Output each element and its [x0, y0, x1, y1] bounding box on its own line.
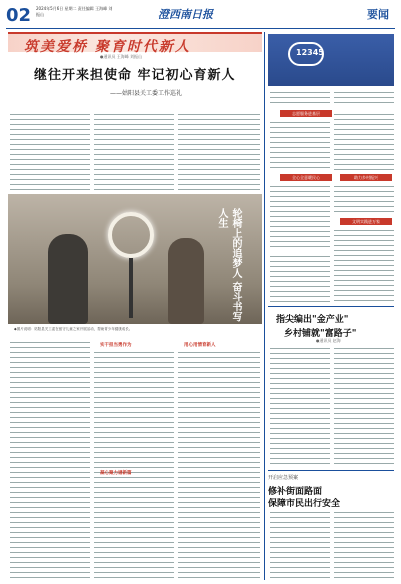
right-text-l	[334, 510, 394, 578]
subsection-heading-2: 用心用情育新人	[184, 343, 216, 348]
right-headline-2: 乡村铺就"富路子"	[284, 329, 357, 339]
right-text-a	[270, 90, 330, 106]
hotline-number: 12345	[296, 48, 324, 57]
date-info: 2024年5月6日 星期二 责任编辑 王海峰 刘振山	[36, 6, 113, 17]
right-box-heading-3: 助力乡村振兴	[340, 174, 392, 181]
right-box-heading-4: 文明实践进万家	[340, 218, 392, 225]
right-text-b	[334, 90, 394, 106]
right-text-c	[270, 120, 330, 170]
right-text-d	[334, 112, 394, 170]
right-text-j	[334, 346, 394, 468]
article-text-col1	[10, 112, 90, 190]
article-text-col6	[178, 350, 260, 578]
subsection-heading-1: 实干担当勇作为	[100, 343, 132, 348]
right-text-g	[334, 228, 394, 304]
section-title: 要闻	[367, 8, 389, 21]
article-byline: ●通讯员 王海峰 刘振山	[100, 54, 143, 59]
photo-person-left	[48, 234, 88, 324]
photo-title: 轮椅上的追梦人 奋斗书写人生	[216, 208, 241, 322]
right-box-heading-2: 全心全意暖民心	[280, 174, 332, 181]
hotline-image	[268, 34, 394, 86]
right-box-heading-1: 志愿服务进基层	[280, 110, 332, 117]
right-headline-1: 指尖编出"金产业"	[276, 315, 349, 325]
header-rule	[6, 28, 395, 29]
article-subhead: ——姑阳县关工委工作巡礼	[110, 90, 183, 97]
right-text-h	[270, 254, 330, 304]
subsection-heading-3: 凝心聚力谱新篇	[100, 471, 132, 476]
article-text-col5	[94, 350, 174, 578]
ring-light	[108, 212, 154, 258]
bottom-tag: 开启应急预案	[268, 475, 299, 481]
bottom-headline-1: 修补街面路面	[268, 487, 323, 497]
banner-text: 筑美爱桥 聚育时代新人	[24, 39, 191, 55]
right-rule-2	[268, 470, 394, 471]
right-text-e	[270, 184, 330, 250]
page-header	[0, 0, 401, 32]
right-rule-1	[268, 306, 394, 307]
masthead: 澄西南日报	[158, 8, 213, 21]
photo-person-right	[168, 238, 204, 324]
article-text-col4	[10, 340, 90, 578]
article-text-col3	[178, 112, 260, 190]
article-text-col2	[94, 112, 174, 190]
light-stand	[129, 258, 133, 318]
article-photo	[8, 194, 262, 324]
article-headline: 继往开来担使命 牢记初心育新人	[34, 68, 236, 83]
right-text-i	[270, 346, 330, 468]
page-number: 02	[6, 5, 32, 26]
column-divider	[264, 32, 265, 580]
bottom-headline-2: 保障市民出行安全	[268, 499, 341, 509]
right-byline: ●通讯员 赵海	[316, 338, 341, 343]
right-text-k	[270, 510, 330, 578]
article-banner	[8, 32, 262, 55]
photo-caption: ◆图片说明：姑阳县关工委在留守儿童之家开展活动，帮助青少年健康成长。	[14, 327, 133, 331]
right-text-f	[334, 184, 394, 214]
